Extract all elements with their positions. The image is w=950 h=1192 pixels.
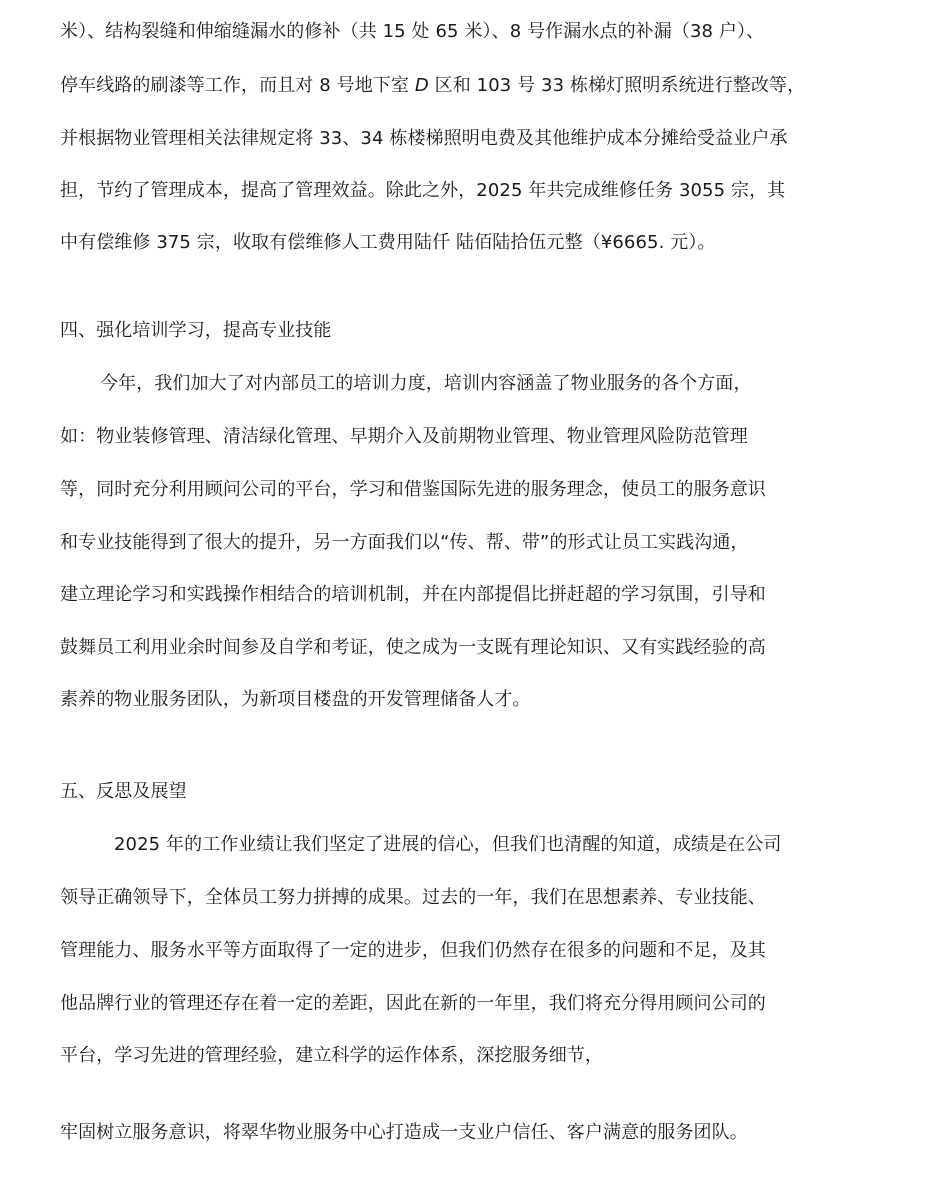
paragraph-line: 今年，我们加大了对内部员工的培训力度，培训内容涵盖了物业服务的各个方面，: [100, 373, 752, 394]
section-heading: 四、强化培训学习，提高专业技能: [60, 320, 332, 341]
paragraph-line-part: 区和 103 号 33 栋梯灯照明系统进行整改等，: [434, 75, 806, 96]
paragraph-line: 鼓舞员工利用业余时间参及自学和考证，使之成为一支既有理论知识、又有实践经验的高: [60, 637, 766, 658]
paragraph-line: 和专业技能得到了很大的提升，另一方面我们以“传、帮、带”的形式让员工实践沟通，: [60, 532, 749, 553]
paragraph-line: 平台，学习先进的管理经验，建立科学的运作体系，深挖服务细节，: [60, 1045, 603, 1066]
paragraph-line: 2025 年的工作业绩让我们坚定了进展的信心，但我们也清醒的知道，成绩是在公司: [114, 834, 782, 855]
paragraph-line-part: 停车线路的刷漆等工作，而且对 8 号地下室: [60, 75, 409, 96]
paragraph-line: 领导正确领导下，全体员工努力拼搏的成果。过去的一年，我们在思想素养、专业技能、: [60, 887, 766, 908]
paragraph-line: 牢固树立服务意识，将翠华物业服务中心打造成一支业户信任、客户满意的服务团队。: [60, 1122, 748, 1143]
paragraph-line: 他品牌行业的管理还存在着一定的差距，因此在新的一年里，我们将充分得用顾问公司的: [60, 993, 766, 1014]
paragraph-line: [60, 74, 805, 98]
paragraph-line: 建立理论学习和实践操作相结合的培训机制，并在内部提倡比拼赶超的学习氛围，引导和: [60, 584, 766, 605]
paragraph-line: 如：物业装修管理、清洁绿化管理、早期介入及前期物业管理、物业管理风险防范管理: [60, 426, 748, 447]
paragraph-line: 素养的物业服务团队，为新项目楼盘的开发管理储备人才。: [60, 689, 531, 710]
paragraph-line-part: D: [414, 75, 429, 96]
paragraph-line: 管理能力、服务水平等方面取得了一定的进步，但我们仍然存在很多的问题和不足，及其: [60, 940, 766, 961]
paragraph-line: 中有偿维修 375 宗，收取有偿维修人工费用陆仟 陆佰陆拾伍元整（¥6665. 元）。: [60, 232, 716, 253]
paragraph-line: 等，同时充分利用顾问公司的平台，学习和借鉴国际先进的服务理念，使员工的服务意识: [60, 479, 766, 500]
paragraph-line: 担，节约了管理成本，提高了管理效益。除此之外，2025 年共完成维修任务 3055 宗，其: [60, 180, 786, 201]
section-heading: 五、反思及展望: [60, 781, 187, 802]
paragraph-line: 并根据物业管理相关法律规定将 33、34 栋楼梯照明电费及其他维护成本分摊给受益业户承: [60, 128, 788, 149]
paragraph-line: 米）、结构裂缝和伸缩缝漏水的修补（共 15 处 65 米）、8 号作漏水点的补漏（38 户）、: [60, 21, 765, 42]
